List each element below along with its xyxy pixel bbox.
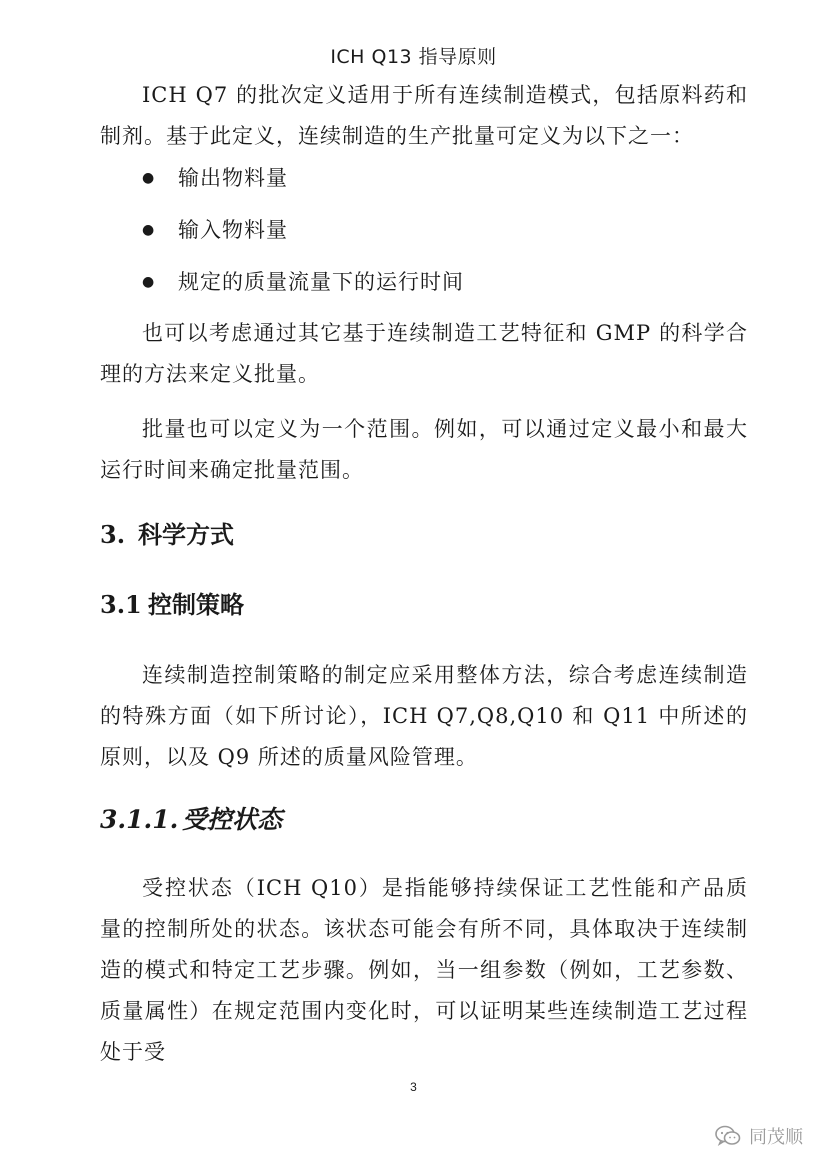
- list-item: ● 规定的质量流量下的运行时间: [142, 270, 464, 294]
- wechat-watermark: [715, 1123, 803, 1149]
- section-3-heading: 3. 科学方式: [100, 520, 234, 549]
- page-number: 3: [410, 1080, 417, 1094]
- intro-paragraph-2: 也可以考虑通过其它基于连续制造工艺特征和 GMP 的科学合理的方法来定义批量。: [100, 321, 748, 386]
- bullet-icon: ●: [142, 222, 156, 238]
- page-header-title: ICH Q13 指导原则: [330, 46, 497, 68]
- intro-paragraph-1: ICH Q7 的批次定义适用于所有连续制造模式，包括原料药和制剂。基于此定义，连续制造的生产批量可定义为以下之一：: [100, 83, 748, 148]
- section-3-1-heading: 3.1 控制策略: [100, 590, 244, 619]
- document-body: [100, 75, 748, 1073]
- list-item: ● 输入物料量: [142, 218, 288, 242]
- intro-paragraph-3: 批量也可以定义为一个范围。例如，可以通过定义最小和最大运行时间来确定批量范围。: [100, 417, 748, 482]
- section-3-1-1-heading: 3.1.1. 受控状态: [100, 805, 283, 834]
- batch-size-options-list: [100, 165, 748, 295]
- section-3-1-1-paragraph: 受控状态（ICH Q10）是指能够持续保证工艺性能和产品质量的控制所处的状态。该状态可能会有所不同，具体取决于连续制造的模式和特定工艺步骤。例如，当一组参数（例如，工艺参数、质量属性）在规定范围内变化时，可以证明某些连续制造工艺过程处于受: [100, 876, 748, 1064]
- watermark-label: 同茂顺: [749, 1127, 803, 1148]
- wechat-icon: [715, 1125, 741, 1147]
- list-item: ● 输出物料量: [142, 166, 288, 190]
- section-3-1-paragraph: 连续制造控制策略的制定应采用整体方法，综合考虑连续制造的特殊方面（如下所讨论），ICH Q7,Q8,Q10 和 Q11 中所述的原则，以及 Q9 所述的质量风险管理。: [100, 663, 748, 769]
- bullet-icon: ●: [142, 274, 156, 290]
- bullet-icon: ●: [142, 170, 156, 186]
